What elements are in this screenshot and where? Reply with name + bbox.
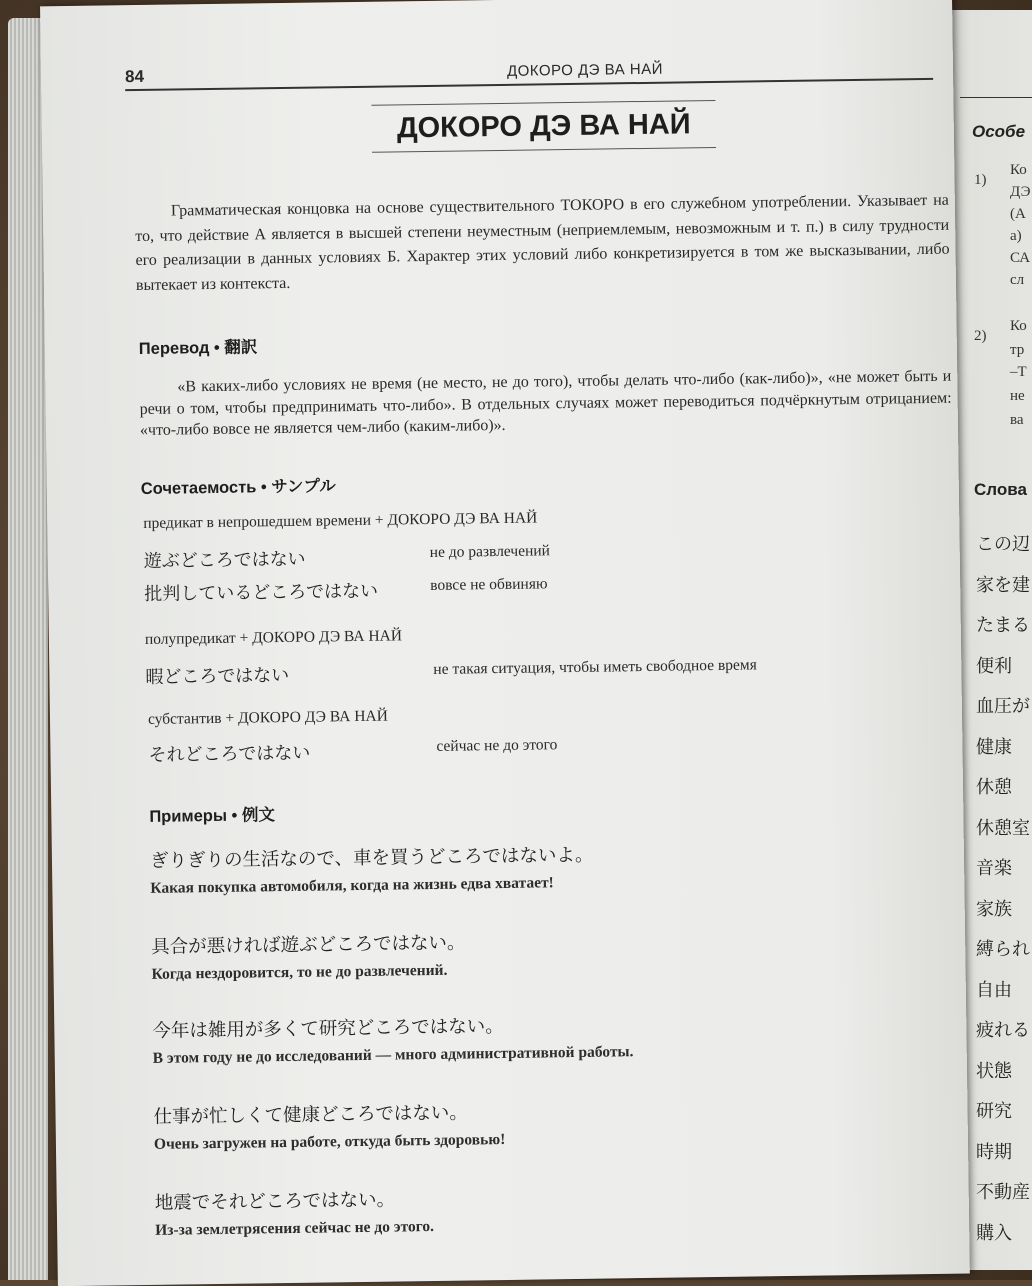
right-page-rule (960, 97, 1032, 98)
right-page-word: 便利 (976, 655, 1012, 677)
translation-heading: Перевод • 翻訳 (138, 338, 258, 359)
sample-ru: сейчас не до этого (436, 736, 558, 755)
example-ru: Когда нездоровится, то не до развлечений. (151, 961, 448, 983)
right-page-item: 2) (974, 328, 987, 344)
sample-jp: 遊ぶどころではない (143, 548, 306, 572)
page-header (125, 44, 933, 91)
example-ru: Очень загружен на работе, откуда быть здоровью! (153, 1130, 506, 1153)
sample-ru: не такая ситуация, чтобы иметь свободное время (433, 656, 757, 678)
right-page-item: –Т (1010, 364, 1027, 380)
right-page-word: 購入 (976, 1222, 1012, 1244)
right-page-word: 不動産 (976, 1182, 1030, 1203)
right-page-word: 家族 (976, 898, 1012, 920)
sample-jp: それどころではない (148, 742, 311, 766)
pattern-label: полупредикат + ДОКОРО ДЭ ВА НАЙ (144, 627, 403, 648)
right-page-item: ва (1010, 412, 1024, 428)
example-ru: В этом году не до исследований — много административной работы. (152, 1043, 634, 1067)
page-number: 84 (124, 66, 145, 87)
sample-ru: вовсе не обвиняю (430, 575, 548, 594)
example-jp: ぎりぎりの生活なので、車を買うどころではないよ。 (149, 844, 594, 872)
intro-paragraph: Грамматическая концовка на основе существительного ТОКОРО в его служебном употреблении. Указывает на то, что действие А является в высшей степени неуместным (неприемлемым, невозможным и т. п.) в силу трудности его реализации в данных условиях Б. Характер этих условий либо конкретизируется в том же высказывании, либо вытекает из контекста. (135, 191, 950, 294)
right-page-item: не (1010, 388, 1025, 404)
right-page-item: а) (1010, 228, 1022, 244)
sample-jp: 暇どころではない (145, 664, 290, 688)
sample-ru: не до развлечений (429, 542, 551, 561)
right-page-word: この辺 (976, 534, 1030, 555)
book-page (40, 0, 970, 1286)
example-jp: 具合が悪ければ遊ぶどころではない。 (151, 932, 466, 958)
right-page-word: 休憩 (976, 777, 1012, 798)
right-page-word: 研究 (976, 1101, 1012, 1122)
right-page-word: 音楽 (976, 858, 1012, 879)
right-page-item: сл (1010, 272, 1025, 288)
right-page-word: 健康 (976, 736, 1012, 758)
example-ru: Из-за землетрясения сейчас не до этого. (155, 1217, 435, 1239)
right-page-item: ДЭ (1010, 184, 1031, 200)
translation-paragraph: «В каких-либо условиях не время (не место, не до того), чтобы делать что-либо (как-либо)», «не может быть и речи о том, чтобы предпринимать что-либо». В отдельных случаях может переводиться подчёркнутым отрицанием: «что-либо вовсе не является чем-либо (каким-либо)». (139, 367, 952, 440)
right-page-item: 1) (974, 172, 987, 188)
pattern-label: субстантив + ДОКОРО ДЭ ВА НАЙ (147, 707, 388, 728)
right-page-word: 疲れる (976, 1020, 1030, 1041)
right-page-item: СА (1010, 250, 1031, 266)
right-page-word: 自由 (976, 979, 1012, 1001)
right-page-word: 血圧が (976, 696, 1030, 717)
right-page-item: (А (1010, 206, 1026, 222)
right-page-heading: Слова (974, 480, 1027, 499)
page-title: ДОКОРО ДЭ ВА НАЙ (371, 100, 716, 153)
right-page-word: 時期 (976, 1141, 1012, 1163)
pattern-label: предикат в непрошедшем времени + ДОКОРО ДЭ ВА НАЙ (143, 509, 538, 532)
example-jp: 仕事が忙しくて健康どころではない。 (153, 1102, 469, 1128)
right-page-word: たまる (976, 615, 1030, 636)
right-page-heading: Особе (972, 122, 1026, 141)
examples-heading: Примеры • 例文 (149, 806, 276, 826)
right-page-word: 休憩室 (976, 817, 1030, 839)
example-ru: Какая покупка автомобиля, когда на жизнь едва хватает! (150, 874, 554, 897)
right-page-word: 縛られ (976, 939, 1030, 960)
right-page-word: 家を建 (976, 574, 1030, 596)
combinability-heading: Сочетаемость • サンプル (140, 477, 336, 499)
right-page-word: 状態 (976, 1060, 1012, 1082)
right-page-item: Ко (1010, 162, 1027, 178)
example-jp: 地震でそれどころではない。 (154, 1189, 396, 1214)
sample-jp: 批判しているどころではない (144, 580, 379, 605)
right-page-item: тр (1010, 342, 1025, 358)
example-jp: 今年は雑用が多くて研究どころではない。 (152, 1015, 504, 1042)
right-page-item: Ко (1010, 318, 1027, 334)
running-title: ДОКОРО ДЭ ВА НАЙ (506, 60, 664, 80)
